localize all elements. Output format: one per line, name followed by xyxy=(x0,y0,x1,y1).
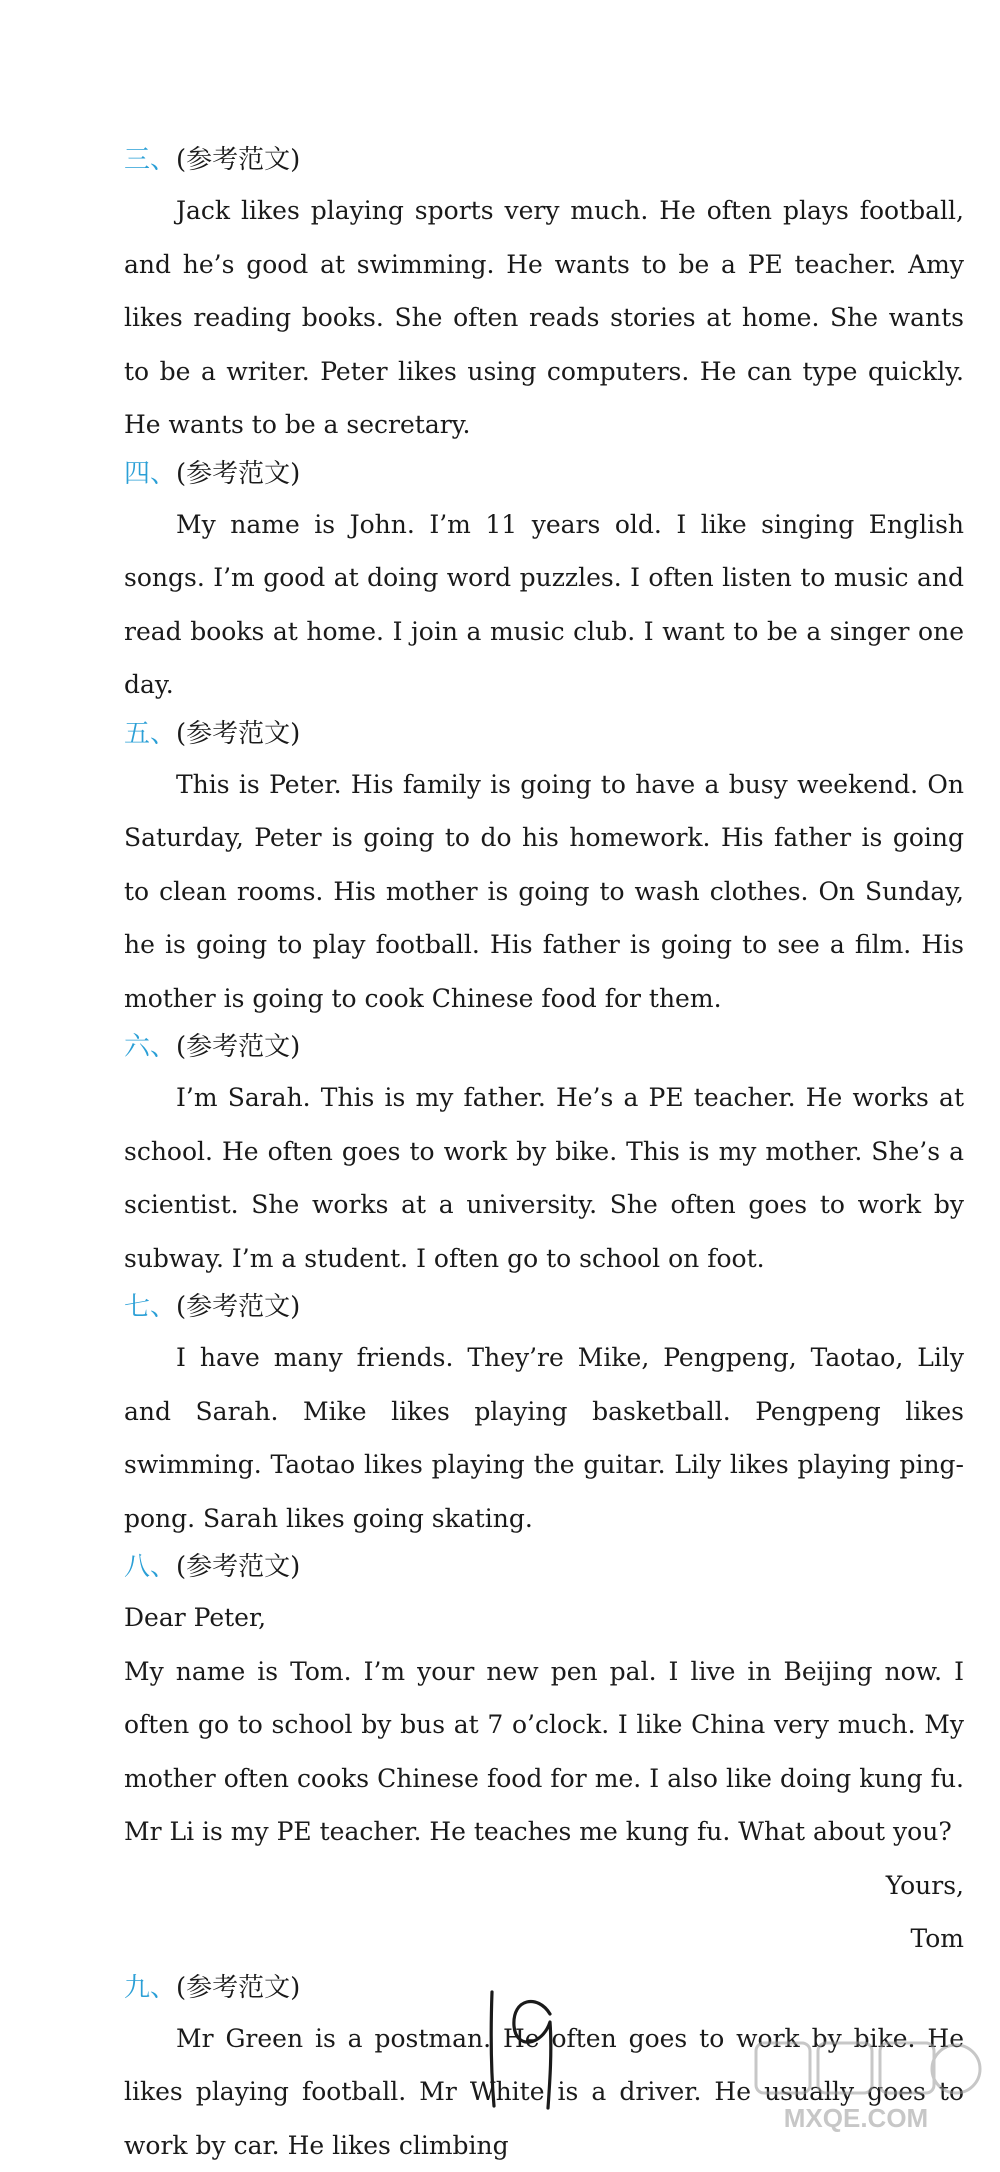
letter-signature: Tom xyxy=(124,1912,964,1966)
letter-closing: Yours, xyxy=(124,1859,964,1913)
letter-salutation: Dear Peter, xyxy=(124,1591,964,1645)
section-3 xyxy=(124,138,964,452)
section-heading xyxy=(124,712,964,758)
section-number: 七、 xyxy=(124,1292,176,1322)
letter-body: My name is Tom. I’m your new pen pal. I live in Beijing now. I often go to school by bus at 7 o’clock. I like China very much. My mother often cooks Chinese food for me. I also like doing kung fu. Mr Li is my PE teacher. He teaches me kung fu. What about you? xyxy=(124,1645,964,1859)
section-label: (参考范文) xyxy=(176,1032,300,1062)
section-4 xyxy=(124,452,964,712)
section-label: (参考范文) xyxy=(176,1973,300,2003)
model-essay-paragraph: I have many friends. They’re Mike, Pengpeng, Taotao, Lily and Sarah. Mike likes playing basketball. Pengpeng likes swimming. Taotao likes playing the guitar. Lily likes playing ping-pong. Sarah likes going skating. xyxy=(124,1331,964,1545)
section-number: 五、 xyxy=(124,719,176,749)
section-heading xyxy=(124,452,964,498)
section-number: 四、 xyxy=(124,459,176,489)
section-7 xyxy=(124,1285,964,1545)
svg-text:MXQE.COM: MXQE.COM xyxy=(784,2103,928,2133)
section-label: (参考范文) xyxy=(176,145,300,175)
model-essay-paragraph: This is Peter. His family is going to have a busy weekend. On Saturday, Peter is going to do his homework. His father is going to clean rooms. His mother is going to wash clothes. On Sunday, he is going to play football. His father is going to see a film. His mother is going to cook Chinese food for them. xyxy=(124,758,964,1026)
section-number: 九、 xyxy=(124,1973,176,2003)
section-number: 六、 xyxy=(124,1032,176,1062)
section-label: (参考范文) xyxy=(176,1552,300,1582)
section-number: 八、 xyxy=(124,1552,176,1582)
section-6 xyxy=(124,1025,964,1285)
model-essay-paragraph: My name is John. I’m 11 years old. I like singing English songs. I’m good at doing word puzzles. I often listen to music and read books at home. I join a music club. I want to be a singer one day. xyxy=(124,498,964,712)
section-heading xyxy=(124,1025,964,1071)
section-5 xyxy=(124,712,964,1026)
watermark-logo xyxy=(726,2039,986,2139)
model-essay-paragraph: Jack likes playing sports very much. He often plays football, and he’s good at swimming. He wants to be a PE teacher. Amy likes reading books. She often reads stories at home. She wants to be a writer. Peter likes using computers. He can type quickly. He wants to be a secretary. xyxy=(124,184,964,452)
section-8 xyxy=(124,1545,964,1966)
handwritten-page-number xyxy=(478,1980,568,2120)
model-essay-paragraph: I’m Sarah. This is my father. He’s a PE teacher. He works at school. He often goes to work by bike. This is my mother. She’s a scientist. She works at a university. She often goes to work by subway. I’m a student. I often go to school on foot. xyxy=(124,1071,964,1285)
answer-content xyxy=(124,138,964,2172)
section-heading xyxy=(124,138,964,184)
section-heading xyxy=(124,1285,964,1331)
section-label: (参考范文) xyxy=(176,459,300,489)
section-number: 三、 xyxy=(124,145,176,175)
model-essay-paragraph: Mr Green is a postman. He often goes to work by bike. He likes playing football. Mr White is a driver. He usually goes to work by car. He likes climbing xyxy=(124,2012,964,2172)
section-heading xyxy=(124,1545,964,1591)
section-label: (参考范文) xyxy=(176,719,300,749)
section-label: (参考范文) xyxy=(176,1292,300,1322)
